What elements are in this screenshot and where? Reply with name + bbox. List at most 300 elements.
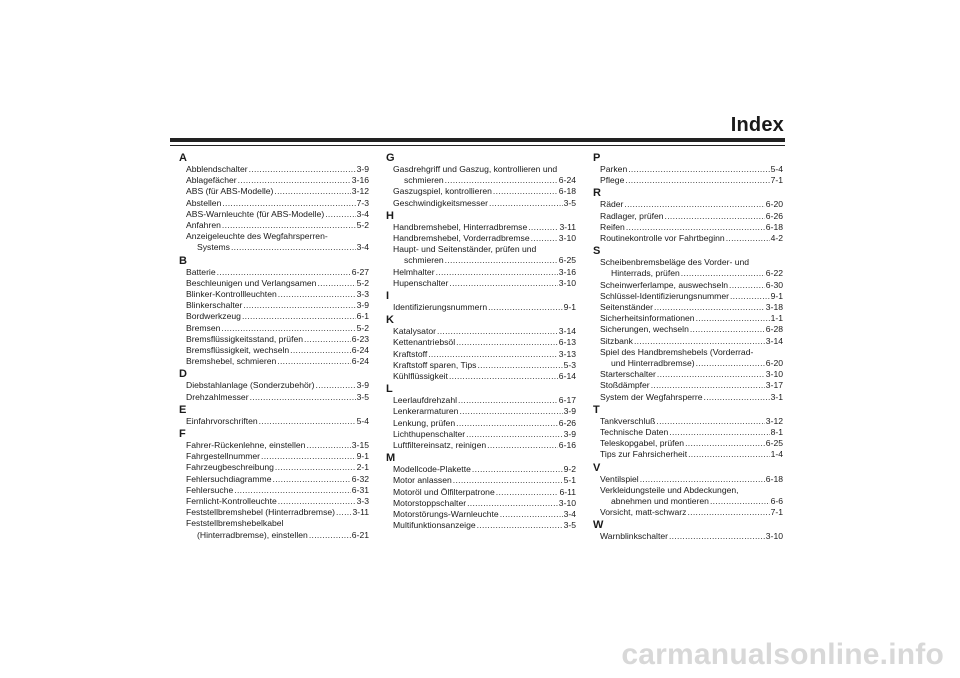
index-page-ref: 3-12: [351, 186, 369, 197]
index-letter-a: A: [179, 152, 187, 164]
index-page-ref: 6-24: [351, 345, 369, 356]
index-entry: [386, 337, 576, 348]
index-page-ref: 3-4: [563, 509, 576, 520]
index-entry: [179, 334, 369, 345]
index-entry-text: Abblendschalter: [186, 164, 248, 174]
index-entry-text: Batterie: [186, 266, 216, 277]
dot-leader: [466, 429, 562, 440]
index-page-ref: 6-28: [765, 324, 783, 335]
index-entry-continuation: schmieren: [404, 255, 444, 266]
index-entry-text: Blinker-Kontrollleuchten: [186, 289, 277, 300]
index-page-ref: 6-20: [765, 199, 783, 210]
dot-leader: [477, 360, 562, 371]
index-page-ref: 3-9: [563, 406, 576, 417]
index-page-ref: 3-16: [351, 175, 369, 186]
index-entry-text: Handbremshebel, Hinterradbremse: [393, 221, 528, 232]
dot-leader: [487, 440, 558, 451]
dot-leader: [453, 475, 563, 486]
index-entry-text: Reifen: [600, 221, 625, 232]
index-entry-text: Parken: [600, 164, 628, 174]
index-entry-text: Scheinwerferlampe, auswechseln: [600, 279, 729, 290]
index-page-ref: 9-1: [770, 290, 783, 301]
index-entry: [386, 418, 576, 429]
index-entry-text: Pflege: [600, 175, 625, 186]
dot-leader: [277, 356, 351, 367]
index-entry: [593, 291, 783, 302]
dot-leader: [681, 268, 765, 279]
index-entry-text: Motoröl und Ölfilterpatrone: [393, 486, 495, 497]
dot-leader: [317, 278, 355, 289]
index-page-ref: 9-2: [563, 464, 576, 475]
index-letter-i: I: [386, 290, 390, 303]
index-entry: [593, 313, 783, 324]
index-entry: [179, 392, 369, 403]
index-page-ref: 6-20: [765, 358, 783, 369]
index-entry: [386, 186, 576, 197]
index-page-ref: 6-11: [559, 486, 576, 497]
index-entry: [179, 496, 369, 507]
index-page-ref: 6-18: [765, 221, 783, 232]
index-page-ref: 3-9: [356, 164, 369, 174]
index-letter-s: S: [593, 245, 601, 258]
dot-leader: [472, 464, 563, 475]
dot-leader: [238, 175, 351, 186]
index-page-ref: 6-22: [765, 268, 783, 279]
index-entry: [179, 175, 369, 186]
index-entry-text: Haupt- und Seitenständer, prüfen und: [393, 244, 537, 255]
index-page-ref: 7-1: [770, 175, 783, 186]
index-page-ref: 3-10: [558, 497, 576, 508]
index-page-ref: 6-17: [558, 395, 576, 406]
index-entry-text: Leerlaufdrehzahl: [393, 395, 458, 406]
index-entry: [593, 211, 783, 222]
index-entry-text: Vorsicht, matt-schwarz: [600, 507, 687, 518]
index-entry: [593, 302, 783, 313]
index-entry-text: Lenkerarmaturen: [393, 406, 459, 417]
index-page-ref: 3-10: [558, 277, 576, 288]
index-entry: [386, 406, 576, 417]
index-entry: [593, 496, 783, 507]
index-entry-text: Hupenschalter: [393, 277, 449, 288]
index-entry: [179, 242, 369, 253]
index-page-ref: 5-2: [356, 322, 369, 333]
index-entry: [179, 300, 369, 311]
index-page-ref: 6-13: [558, 337, 576, 348]
dot-leader: [489, 198, 563, 209]
index-entry-text: Warnblinkschalter: [600, 531, 668, 542]
index-entry: [593, 358, 783, 369]
index-entry-text: Handbremshebel, Vorderradbremse: [393, 233, 530, 244]
index-entry-text: Seitenständer: [600, 302, 654, 313]
index-entry-text: ABS (für ABS-Modelle): [186, 186, 274, 197]
index-entry-text: Luftfiltereinsatz, reinigen: [393, 440, 487, 451]
index-page-ref: 7-3: [356, 197, 369, 208]
dot-leader: [275, 462, 356, 473]
index-page-ref: 5-3: [563, 359, 576, 370]
index-page-ref: 6-21: [351, 529, 369, 540]
index-page-ref: 1-1: [770, 313, 783, 324]
index-page-ref: 3-9: [356, 380, 369, 391]
index-entry: [179, 474, 369, 485]
index-column-3: [593, 151, 783, 543]
dot-leader: [456, 418, 558, 429]
dot-leader: [690, 324, 765, 335]
index-page-ref: 3-15: [351, 440, 369, 451]
index-entry-continuation: Hinterrads, prüfen: [611, 268, 680, 279]
index-letter-g: G: [386, 152, 395, 164]
dot-leader: [687, 507, 769, 518]
dot-leader: [710, 496, 770, 507]
index-page-ref: 3-10: [558, 233, 576, 244]
dot-leader: [336, 507, 351, 518]
index-page-ref: 6-24: [558, 175, 576, 186]
index-entry-text: Ventilspiel: [600, 473, 639, 484]
index-entry-text: Schlüssel-Identifizierungsnummer: [600, 290, 729, 301]
dot-leader: [278, 496, 356, 507]
dot-leader: [624, 199, 764, 210]
index-page-ref: 6-6: [770, 496, 783, 507]
index-entry-text: Anzeigeleuchte des Wegfahrsperren-: [186, 231, 328, 242]
index-letter-m: M: [386, 452, 396, 465]
index-letter-f: F: [179, 428, 186, 441]
dot-leader: [304, 334, 351, 345]
index-page-ref: 3-9: [356, 300, 369, 311]
index-page-ref: 3-14: [558, 326, 576, 337]
index-entry: [386, 371, 576, 382]
index-entry: [179, 345, 369, 356]
index-entry-text: Drehzahlmesser: [186, 391, 249, 402]
index-entry-text: Feststellbremshebel (Hinterradbremse): [186, 507, 336, 518]
index-page-ref: 3-9: [563, 428, 576, 439]
index-page-ref: 3-12: [765, 415, 783, 426]
dot-leader: [445, 175, 558, 186]
index-entry-text: Gasdrehgriff und Gaszug, kontrollieren und: [393, 164, 558, 174]
dot-leader: [493, 186, 558, 197]
index-entry: [386, 175, 576, 186]
index-page-ref: 3-10: [765, 531, 783, 542]
index-letter-h: H: [386, 209, 394, 222]
index-page-ref: 3-14: [765, 335, 783, 346]
dot-leader: [726, 233, 770, 244]
index-page-ref: 3-16: [558, 266, 576, 277]
dot-leader: [665, 211, 765, 222]
index-page-ref: 3-3: [356, 496, 369, 507]
dot-leader: [626, 222, 765, 233]
index-page-ref: 6-1: [356, 311, 369, 322]
index-entry: [179, 356, 369, 367]
index-entry: [386, 498, 576, 509]
index-entry-text: Identifizierungsnummern: [393, 302, 488, 313]
index-entry-text: Routinekontrolle vor Fahrtbeginn: [600, 233, 725, 244]
dot-leader: [449, 278, 557, 289]
dot-leader: [531, 233, 558, 244]
index-entry: [593, 233, 783, 244]
index-entry-text: Bordwerkzeug: [186, 311, 241, 322]
dot-leader: [445, 255, 558, 266]
dot-leader: [449, 371, 558, 382]
index-entry: [593, 280, 783, 291]
dot-leader: [222, 198, 355, 209]
index-entry: [386, 198, 576, 209]
index-page-ref: 3-4: [356, 242, 369, 253]
index-entry-text: Fahrer-Rückenlehne, einstellen: [186, 440, 306, 451]
dot-leader: [428, 349, 558, 360]
dot-leader: [477, 520, 563, 531]
index-entry: [179, 530, 369, 541]
dot-leader: [259, 416, 356, 427]
index-entry-text: Diebstahlanlage (Sonderzubehör): [186, 380, 315, 391]
index-letter-e: E: [179, 403, 187, 416]
dot-leader: [657, 369, 765, 380]
page-title: Index: [730, 114, 784, 136]
index-entry: [593, 392, 783, 403]
dot-leader: [654, 302, 765, 313]
index-entry: [386, 233, 576, 244]
index-entry-text: Verkleidungsteile und Abdeckungen,: [600, 484, 739, 495]
index-entry-text: Stoßdämpfer: [600, 380, 650, 391]
dot-leader: [634, 336, 765, 347]
index-entry: [593, 336, 783, 347]
index-page-ref: 3-10: [765, 369, 783, 380]
index-entry: [179, 267, 369, 278]
index-entry-text: Sicherheitsinformationen: [600, 313, 695, 324]
index-entry: [386, 395, 576, 406]
index-entry-text: Kettenantriebsöl: [393, 337, 456, 348]
index-entry-text: Bremsflüssigkeit, wechseln: [186, 345, 290, 356]
index-entry-text: Beschleunigen und Verlangsamen: [186, 277, 317, 288]
index-entry: [593, 438, 783, 449]
index-column-1: [179, 151, 369, 541]
index-page-ref: 8-1: [770, 427, 783, 438]
index-entry: [179, 416, 369, 427]
dot-leader: [309, 530, 351, 541]
index-page-ref: 6-26: [558, 417, 576, 428]
index-page-ref: 5-1: [563, 475, 576, 486]
index-entry: [386, 487, 576, 498]
index-entry: [386, 349, 576, 360]
index-entry-text: Spiel des Handbremshebels (Vorderrad-: [600, 346, 754, 357]
index-page-ref: 3-18: [765, 302, 783, 313]
index-page-ref: 6-25: [765, 438, 783, 449]
index-entry-text: Abstellen: [186, 197, 222, 208]
index-entry: [593, 474, 783, 485]
index-entry: [593, 416, 783, 427]
index-page-ref: 3-5: [563, 197, 576, 208]
index-entry-text: Motorstoppschalter: [393, 497, 467, 508]
index-page-ref: 5-2: [356, 220, 369, 231]
index-entry: [179, 507, 369, 518]
index-entry-continuation: abnehmen und montieren: [611, 496, 709, 507]
dot-leader: [273, 474, 351, 485]
dot-leader: [696, 313, 770, 324]
dot-leader: [696, 358, 765, 369]
index-entry: [386, 278, 576, 289]
index-page-ref: 6-31: [351, 484, 369, 495]
dot-leader: [625, 175, 769, 186]
index-entry-text: Ablagefächer: [186, 175, 237, 186]
index-entry-text: Tips zur Fahrsicherheit: [600, 449, 688, 460]
index-page-ref: 1-4: [770, 449, 783, 460]
dot-leader: [316, 380, 356, 391]
index-entry: [593, 507, 783, 518]
dot-leader: [685, 438, 765, 449]
index-page-ref: 5-4: [356, 415, 369, 426]
index-entry: [593, 199, 783, 210]
index-entry: [179, 323, 369, 334]
index-entry: [593, 175, 783, 186]
index-entry-text: Anfahren: [186, 220, 221, 231]
index-entry: [386, 475, 576, 486]
dot-leader: [656, 416, 764, 427]
index-page-ref: 6-14: [558, 371, 576, 382]
dot-leader: [249, 164, 356, 175]
index-entry-text: Bremsflüssigkeitsstand, prüfen: [186, 333, 304, 344]
index-entry: [593, 164, 783, 175]
index-entry-text: Katalysator: [393, 326, 436, 337]
index-entry: [179, 198, 369, 209]
index-entry-text: Bremshebel, schmieren: [186, 356, 277, 367]
index-letter-b: B: [179, 254, 187, 267]
dot-leader: [459, 406, 562, 417]
index-entry: [179, 451, 369, 462]
index-entry-text: Kraftstoff sparen, Tips: [393, 359, 477, 370]
index-entry: [593, 449, 783, 460]
watermark: carmanualsonline.info: [621, 638, 944, 671]
index-letter-w: W: [593, 519, 604, 532]
index-page-ref: 6-18: [558, 186, 576, 197]
index-entry-text: ABS-Warnleuchte (für ABS-Modelle): [186, 208, 325, 219]
index-entry: [386, 509, 576, 520]
index-page-ref: 6-32: [351, 473, 369, 484]
index-column-2: [386, 151, 576, 531]
dot-leader: [640, 474, 765, 485]
dot-leader: [306, 440, 350, 451]
index-entry: [179, 311, 369, 322]
index-entry: [386, 440, 576, 451]
index-page-ref: 5-4: [770, 164, 783, 174]
dot-leader: [458, 395, 558, 406]
index-entry-continuation: Systems: [197, 242, 230, 253]
index-entry-text: Multifunktionsanzeige: [393, 520, 476, 531]
index-entry: [179, 485, 369, 496]
index-entry-text: Lenkung, prüfen: [393, 417, 456, 428]
index-entry-text: Teleskopgabel, prüfen: [600, 438, 685, 449]
index-page-ref: 6-25: [558, 255, 576, 266]
index-page-ref: 3-13: [558, 348, 576, 359]
index-entry: [593, 380, 783, 391]
index-entry-continuation: (Hinterradbremse), einstellen: [197, 529, 308, 540]
index-page-ref: 6-23: [351, 333, 369, 344]
dot-leader: [231, 242, 356, 253]
dot-leader: [250, 392, 356, 403]
index-page-ref: 3-3: [356, 289, 369, 300]
index-page-ref: 6-16: [558, 440, 576, 451]
dot-leader: [261, 451, 356, 462]
dot-leader: [704, 392, 770, 403]
index-entry-text: Sicherungen, wechseln: [600, 324, 689, 335]
index-entry: [593, 324, 783, 335]
index-entry-text: Starterschalter: [600, 369, 656, 380]
dot-leader: [222, 220, 356, 231]
index-entry-text: Bremsen: [186, 322, 221, 333]
index-entry-text: Sitzbank: [600, 335, 633, 346]
dot-leader: [242, 311, 356, 322]
dot-leader: [496, 487, 559, 498]
index-page-ref: 6-27: [351, 266, 369, 277]
dot-leader: [243, 300, 355, 311]
index-entry: [386, 520, 576, 531]
dot-leader: [688, 449, 769, 460]
index-page-ref: 6-26: [765, 210, 783, 221]
index-entry: [179, 220, 369, 231]
index-letter-k: K: [386, 314, 394, 327]
index-entry-text: Kühlflüssigkeit: [393, 371, 448, 382]
dot-leader: [628, 164, 769, 175]
dot-leader: [221, 323, 355, 334]
index-entry-continuation: schmieren: [404, 175, 444, 186]
index-page-ref: 3-11: [352, 507, 369, 518]
index-page-ref: 9-1: [356, 451, 369, 462]
index-entry-text: Fehlersuchdiagramme: [186, 473, 272, 484]
index-page-ref: 6-18: [765, 473, 783, 484]
index-entry-text: Fahrgestellnummer: [186, 451, 261, 462]
index-entry: [386, 326, 576, 337]
index-page-ref: 3-4: [356, 208, 369, 219]
dot-leader: [278, 289, 356, 300]
index-entry-text: Lichthupenschalter: [393, 428, 466, 439]
index-entry: [179, 164, 369, 175]
index-entry: [386, 222, 576, 233]
index-page-ref: 3-5: [563, 520, 576, 531]
index-page-ref: 3-1: [770, 391, 783, 402]
index-entry: [179, 462, 369, 473]
index-page-ref: 3-17: [765, 380, 783, 391]
index-entry-text: Motorstörungs-Warnleuchte: [393, 509, 499, 520]
index-entry-text: Einfahrvorschriften: [186, 415, 258, 426]
index-letter-p: P: [593, 152, 601, 164]
index-letter-l: L: [386, 383, 393, 396]
index-entry: [179, 289, 369, 300]
index-entry: [386, 360, 576, 371]
index-entry: [593, 427, 783, 438]
index-entry-text: Fehlersuche: [186, 484, 234, 495]
dot-leader: [500, 509, 563, 520]
dot-leader: [669, 531, 765, 542]
dot-leader: [467, 498, 558, 509]
dot-leader: [437, 326, 558, 337]
index-page-ref: 5-2: [356, 277, 369, 288]
index-letter-v: V: [593, 461, 601, 474]
index-entry-text: Kraftstoff: [393, 348, 428, 359]
index-entry-text: Fernlicht-Kontrolleuchte: [186, 496, 277, 507]
index-entry: [593, 268, 783, 279]
dot-leader: [436, 267, 558, 278]
index-letter-t: T: [593, 403, 600, 416]
index-entry: [593, 531, 783, 542]
index-entry-text: Gaszugspiel, kontrollieren: [393, 186, 492, 197]
dot-leader: [456, 337, 558, 348]
header-rule-thick: [170, 138, 785, 142]
index-entry: [386, 255, 576, 266]
dot-leader: [730, 291, 770, 302]
dot-leader: [234, 485, 351, 496]
index-page-ref: 3-5: [356, 391, 369, 402]
dot-leader: [325, 209, 355, 220]
header-rule-thin: [170, 145, 785, 146]
index-page-ref: 9-1: [563, 302, 576, 313]
index-entry-text: Motor anlassen: [393, 475, 452, 486]
index-page-ref: 3-11: [559, 221, 576, 232]
